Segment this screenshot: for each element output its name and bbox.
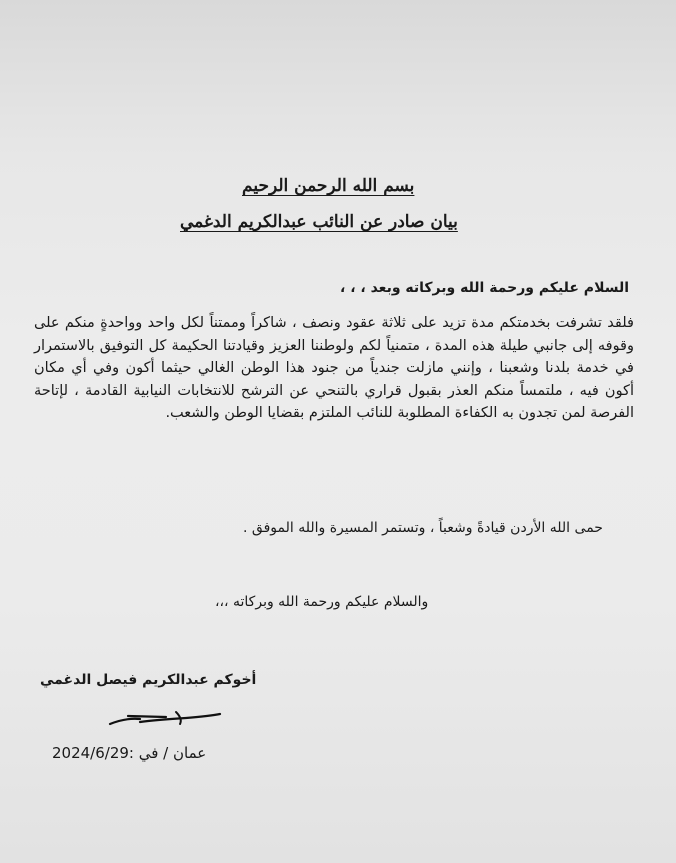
greeting: السلام عليكم ورحمة الله وبركاته وبعد ، ، ، — [340, 280, 630, 296]
prayer-line: حمى الله الأردن قيادةً وشعباً ، وتستمر المسيرة والله الموفق . — [243, 520, 603, 536]
signatory-name: أخوكم عبدالكريم فيصل الدغمي — [40, 672, 257, 688]
place-date: عمان / في :2024/6/29 — [52, 744, 207, 762]
letter-body: فلقد تشرفت بخدمتكم مدة تزيد على ثلاثة عقود ونصف ، شاكراً وممتناً لكل واحد وواحدةٍ منكم على وقوفه إلى جانبي طيلة هذه المدة ، متمنياً لكم ولوطننا العزيز وقيادتنا الحكيمة كل التوفيق بالاستمرار في خدمة بلدنا وشعبنا ، وإنني مازلت جندياً من جنود هذا الوطن الغالي حيثما أكون وفي أي مكان أكون فيه ، ملتمساً منكم العذر بقبول قراري بالتنحي عن الترشح للانتخابات النيابية القادمة ، لإتاحة الفرصة لمن تجدون به الكفاءة المطلوبة للنائب الملتزم بقضايا الوطن والشعب. — [34, 315, 634, 422]
statement-title: بيان صادر عن النائب عبدالكريم الدغمي — [180, 212, 458, 232]
handwritten-signature — [106, 706, 226, 730]
basmala: بسم الله الرحمن الرحيم — [242, 176, 415, 196]
closing-line: والسلام عليكم ورحمة الله وبركاته ،،، — [215, 594, 429, 610]
